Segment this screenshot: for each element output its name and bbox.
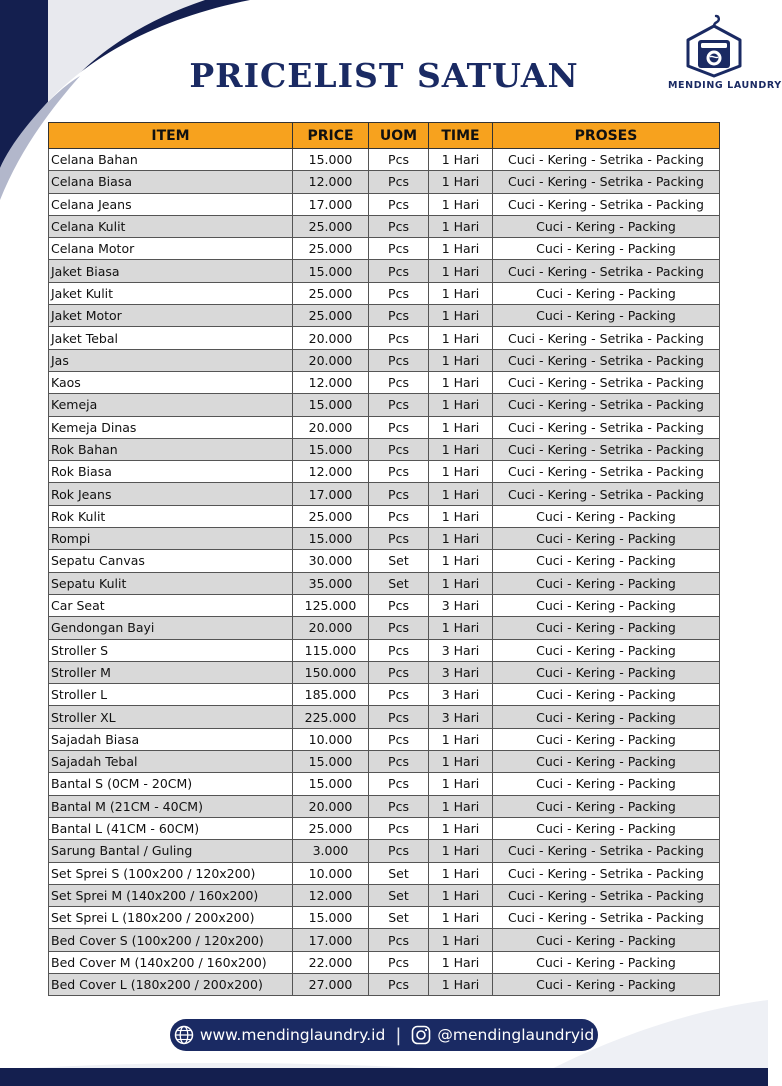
cell-price: 15.000 (293, 438, 369, 460)
cell-price: 15.000 (293, 773, 369, 795)
cell-time: 1 Hari (429, 751, 493, 773)
website-link[interactable]: www.mendinglaundry.id (199, 1026, 386, 1044)
cell-uom: Pcs (369, 505, 429, 527)
cell-proses: Cuci - Kering - Setrika - Packing (493, 327, 720, 349)
cell-time: 1 Hari (429, 862, 493, 884)
cell-item: Bantal M (21CM - 40CM) (49, 795, 293, 817)
table-row (49, 349, 720, 371)
cell-item: Sepatu Canvas (49, 550, 293, 572)
cell-price: 25.000 (293, 215, 369, 237)
globe-icon (174, 1025, 194, 1045)
cell-item: Set Sprei S (100x200 / 120x200) (49, 862, 293, 884)
cell-time: 1 Hari (429, 215, 493, 237)
cell-item: Jaket Tebal (49, 327, 293, 349)
cell-price: 15.000 (293, 149, 369, 171)
cell-time: 1 Hari (429, 951, 493, 973)
cell-time: 1 Hari (429, 327, 493, 349)
cell-time: 1 Hari (429, 394, 493, 416)
cell-price: 125.000 (293, 594, 369, 616)
cell-price: 22.000 (293, 951, 369, 973)
cell-time: 1 Hari (429, 617, 493, 639)
cell-price: 115.000 (293, 639, 369, 661)
cell-uom: Pcs (369, 282, 429, 304)
cell-item: Kemeja (49, 394, 293, 416)
footer-contact-bar (170, 1019, 598, 1051)
cell-price: 20.000 (293, 416, 369, 438)
cell-price: 25.000 (293, 305, 369, 327)
cell-time: 1 Hari (429, 371, 493, 393)
cell-uom: Pcs (369, 305, 429, 327)
cell-uom: Pcs (369, 438, 429, 460)
cell-proses: Cuci - Kering - Packing (493, 238, 720, 260)
cell-proses: Cuci - Kering - Packing (493, 817, 720, 839)
cell-uom: Pcs (369, 684, 429, 706)
cell-time: 3 Hari (429, 684, 493, 706)
cell-proses: Cuci - Kering - Packing (493, 639, 720, 661)
cell-proses: Cuci - Kering - Setrika - Packing (493, 349, 720, 371)
cell-item: Jaket Kulit (49, 282, 293, 304)
cell-uom: Pcs (369, 394, 429, 416)
table-row (49, 951, 720, 973)
table-row (49, 416, 720, 438)
cell-proses: Cuci - Kering - Setrika - Packing (493, 483, 720, 505)
cell-time: 3 Hari (429, 706, 493, 728)
header-uom: UOM (369, 123, 429, 149)
cell-price: 15.000 (293, 907, 369, 929)
instagram-icon (411, 1025, 431, 1045)
cell-uom: Pcs (369, 594, 429, 616)
table-row (49, 282, 720, 304)
cell-price: 15.000 (293, 394, 369, 416)
cell-proses: Cuci - Kering - Setrika - Packing (493, 884, 720, 906)
cell-proses: Cuci - Kering - Packing (493, 951, 720, 973)
cell-price: 150.000 (293, 661, 369, 683)
cell-price: 30.000 (293, 550, 369, 572)
cell-time: 1 Hari (429, 282, 493, 304)
instagram-handle[interactable]: @mendinglaundryid (437, 1026, 595, 1044)
cell-proses: Cuci - Kering - Packing (493, 505, 720, 527)
header-time: TIME (429, 123, 493, 149)
cell-time: 1 Hari (429, 795, 493, 817)
table-row (49, 862, 720, 884)
cell-uom: Pcs (369, 706, 429, 728)
cell-proses: Cuci - Kering - Packing (493, 751, 720, 773)
price-table-body (49, 149, 720, 996)
hanger-washing-machine-icon (682, 12, 746, 78)
cell-price: 185.000 (293, 684, 369, 706)
cell-uom: Pcs (369, 349, 429, 371)
cell-uom: Pcs (369, 951, 429, 973)
table-row (49, 461, 720, 483)
brand-name: MENDING LAUNDRY (668, 80, 782, 91)
cell-item: Stroller XL (49, 706, 293, 728)
cell-time: 1 Hari (429, 260, 493, 282)
header-price: PRICE (293, 123, 369, 149)
table-row (49, 884, 720, 906)
cell-proses: Cuci - Kering - Packing (493, 728, 720, 750)
cell-proses: Cuci - Kering - Packing (493, 572, 720, 594)
table-header-row (49, 123, 720, 149)
bottom-band (0, 1068, 768, 1086)
cell-price: 17.000 (293, 483, 369, 505)
cell-time: 3 Hari (429, 661, 493, 683)
table-row (49, 238, 720, 260)
cell-price: 12.000 (293, 171, 369, 193)
cell-price: 20.000 (293, 349, 369, 371)
table-row (49, 639, 720, 661)
cell-time: 1 Hari (429, 416, 493, 438)
cell-item: Kaos (49, 371, 293, 393)
cell-time: 3 Hari (429, 594, 493, 616)
cell-item: Rok Jeans (49, 483, 293, 505)
cell-proses: Cuci - Kering - Packing (493, 684, 720, 706)
cell-uom: Set (369, 862, 429, 884)
cell-item: Gendongan Bayi (49, 617, 293, 639)
cell-uom: Pcs (369, 929, 429, 951)
cell-uom: Pcs (369, 528, 429, 550)
table-row (49, 394, 720, 416)
cell-price: 25.000 (293, 505, 369, 527)
cell-uom: Pcs (369, 728, 429, 750)
page-title: PRICELIST SATUAN (189, 56, 579, 95)
cell-time: 1 Hari (429, 438, 493, 460)
cell-item: Rompi (49, 528, 293, 550)
cell-uom: Pcs (369, 639, 429, 661)
cell-time: 1 Hari (429, 929, 493, 951)
table-row (49, 728, 720, 750)
cell-item: Celana Motor (49, 238, 293, 260)
cell-proses: Cuci - Kering - Setrika - Packing (493, 416, 720, 438)
cell-uom: Set (369, 572, 429, 594)
cell-item: Rok Kulit (49, 505, 293, 527)
cell-uom: Pcs (369, 751, 429, 773)
cell-uom: Pcs (369, 215, 429, 237)
cell-uom: Pcs (369, 171, 429, 193)
cell-price: 25.000 (293, 817, 369, 839)
cell-price: 20.000 (293, 327, 369, 349)
cell-time: 1 Hari (429, 238, 493, 260)
cell-price: 12.000 (293, 884, 369, 906)
cell-proses: Cuci - Kering - Setrika - Packing (493, 171, 720, 193)
cell-price: 17.000 (293, 929, 369, 951)
cell-item: Jaket Biasa (49, 260, 293, 282)
cell-price: 12.000 (293, 461, 369, 483)
cell-item: Rok Biasa (49, 461, 293, 483)
cell-time: 1 Hari (429, 817, 493, 839)
cell-time: 1 Hari (429, 505, 493, 527)
cell-uom: Pcs (369, 193, 429, 215)
table-row (49, 594, 720, 616)
cell-time: 1 Hari (429, 773, 493, 795)
price-table (48, 122, 720, 996)
cell-item: Stroller S (49, 639, 293, 661)
cell-time: 1 Hari (429, 461, 493, 483)
table-row (49, 149, 720, 171)
cell-time: 1 Hari (429, 171, 493, 193)
cell-time: 1 Hari (429, 528, 493, 550)
table-row (49, 215, 720, 237)
cell-item: Set Sprei M (140x200 / 160x200) (49, 884, 293, 906)
cell-uom: Pcs (369, 238, 429, 260)
table-row (49, 483, 720, 505)
cell-time: 1 Hari (429, 349, 493, 371)
table-row (49, 706, 720, 728)
cell-proses: Cuci - Kering - Packing (493, 973, 720, 995)
cell-uom: Set (369, 884, 429, 906)
cell-item: Jaket Motor (49, 305, 293, 327)
cell-uom: Pcs (369, 327, 429, 349)
table-row (49, 528, 720, 550)
cell-time: 1 Hari (429, 907, 493, 929)
cell-item: Celana Bahan (49, 149, 293, 171)
table-row (49, 505, 720, 527)
table-row (49, 661, 720, 683)
cell-proses: Cuci - Kering - Setrika - Packing (493, 371, 720, 393)
cell-item: Sarung Bantal / Guling (49, 840, 293, 862)
cell-item: Kemeja Dinas (49, 416, 293, 438)
cell-time: 1 Hari (429, 483, 493, 505)
table-row (49, 817, 720, 839)
header-item: ITEM (49, 123, 293, 149)
cell-proses: Cuci - Kering - Setrika - Packing (493, 461, 720, 483)
cell-uom: Pcs (369, 149, 429, 171)
cell-item: Celana Kulit (49, 215, 293, 237)
cell-time: 1 Hari (429, 840, 493, 862)
cell-time: 1 Hari (429, 550, 493, 572)
cell-item: Bed Cover M (140x200 / 160x200) (49, 951, 293, 973)
cell-item: Bantal S (0CM - 20CM) (49, 773, 293, 795)
header-proses: PROSES (493, 123, 720, 149)
table-row (49, 751, 720, 773)
cell-time: 3 Hari (429, 639, 493, 661)
cell-item: Car Seat (49, 594, 293, 616)
table-row (49, 260, 720, 282)
cell-item: Sajadah Biasa (49, 728, 293, 750)
table-row (49, 840, 720, 862)
cell-item: Rok Bahan (49, 438, 293, 460)
cell-item: Celana Biasa (49, 171, 293, 193)
cell-price: 10.000 (293, 862, 369, 884)
cell-proses: Cuci - Kering - Packing (493, 550, 720, 572)
cell-uom: Pcs (369, 461, 429, 483)
cell-price: 15.000 (293, 751, 369, 773)
cell-proses: Cuci - Kering - Packing (493, 282, 720, 304)
cell-proses: Cuci - Kering - Setrika - Packing (493, 149, 720, 171)
cell-proses: Cuci - Kering - Packing (493, 795, 720, 817)
cell-uom: Pcs (369, 483, 429, 505)
cell-item: Celana Jeans (49, 193, 293, 215)
cell-uom: Set (369, 550, 429, 572)
cell-proses: Cuci - Kering - Setrika - Packing (493, 394, 720, 416)
cell-time: 1 Hari (429, 305, 493, 327)
cell-uom: Pcs (369, 260, 429, 282)
table-row (49, 795, 720, 817)
table-row (49, 305, 720, 327)
cell-time: 1 Hari (429, 193, 493, 215)
cell-proses: Cuci - Kering - Packing (493, 617, 720, 639)
table-row (49, 773, 720, 795)
table-row (49, 973, 720, 995)
cell-price: 17.000 (293, 193, 369, 215)
brand-logo (668, 12, 782, 104)
cell-uom: Pcs (369, 817, 429, 839)
cell-proses: Cuci - Kering - Packing (493, 661, 720, 683)
cell-uom: Pcs (369, 840, 429, 862)
cell-item: Bantal L (41CM - 60CM) (49, 817, 293, 839)
cell-proses: Cuci - Kering - Setrika - Packing (493, 862, 720, 884)
cell-price: 225.000 (293, 706, 369, 728)
table-row (49, 907, 720, 929)
cell-proses: Cuci - Kering - Packing (493, 215, 720, 237)
cell-item: Bed Cover S (100x200 / 120x200) (49, 929, 293, 951)
cell-item: Jas (49, 349, 293, 371)
cell-proses: Cuci - Kering - Setrika - Packing (493, 260, 720, 282)
table-row (49, 193, 720, 215)
cell-uom: Pcs (369, 773, 429, 795)
cell-price: 27.000 (293, 973, 369, 995)
table-row (49, 438, 720, 460)
cell-proses: Cuci - Kering - Packing (493, 305, 720, 327)
table-row (49, 371, 720, 393)
cell-item: Stroller M (49, 661, 293, 683)
cell-proses: Cuci - Kering - Setrika - Packing (493, 438, 720, 460)
cell-item: Sepatu Kulit (49, 572, 293, 594)
cell-proses: Cuci - Kering - Packing (493, 929, 720, 951)
cell-price: 10.000 (293, 728, 369, 750)
cell-price: 12.000 (293, 371, 369, 393)
cell-uom: Pcs (369, 661, 429, 683)
cell-item: Bed Cover L (180x200 / 200x200) (49, 973, 293, 995)
cell-uom: Pcs (369, 795, 429, 817)
cell-price: 15.000 (293, 528, 369, 550)
cell-price: 20.000 (293, 617, 369, 639)
table-row (49, 550, 720, 572)
cell-proses: Cuci - Kering - Packing (493, 594, 720, 616)
cell-price: 15.000 (293, 260, 369, 282)
cell-price: 20.000 (293, 795, 369, 817)
cell-item: Sajadah Tebal (49, 751, 293, 773)
cell-time: 1 Hari (429, 973, 493, 995)
cell-uom: Pcs (369, 371, 429, 393)
footer-divider: | (395, 1024, 402, 1046)
cell-item: Stroller L (49, 684, 293, 706)
cell-price: 35.000 (293, 572, 369, 594)
table-row (49, 684, 720, 706)
cell-proses: Cuci - Kering - Setrika - Packing (493, 907, 720, 929)
cell-proses: Cuci - Kering - Packing (493, 773, 720, 795)
cell-price: 3.000 (293, 840, 369, 862)
table-row (49, 171, 720, 193)
cell-proses: Cuci - Kering - Setrika - Packing (493, 193, 720, 215)
cell-uom: Set (369, 907, 429, 929)
table-row (49, 572, 720, 594)
table-row (49, 617, 720, 639)
cell-time: 1 Hari (429, 728, 493, 750)
cell-uom: Pcs (369, 617, 429, 639)
table-row (49, 327, 720, 349)
cell-time: 1 Hari (429, 572, 493, 594)
cell-uom: Pcs (369, 973, 429, 995)
cell-uom: Pcs (369, 416, 429, 438)
cell-price: 25.000 (293, 238, 369, 260)
cell-price: 25.000 (293, 282, 369, 304)
cell-time: 1 Hari (429, 149, 493, 171)
cell-proses: Cuci - Kering - Packing (493, 528, 720, 550)
table-row (49, 929, 720, 951)
cell-proses: Cuci - Kering - Packing (493, 706, 720, 728)
cell-time: 1 Hari (429, 884, 493, 906)
cell-item: Set Sprei L (180x200 / 200x200) (49, 907, 293, 929)
cell-proses: Cuci - Kering - Setrika - Packing (493, 840, 720, 862)
